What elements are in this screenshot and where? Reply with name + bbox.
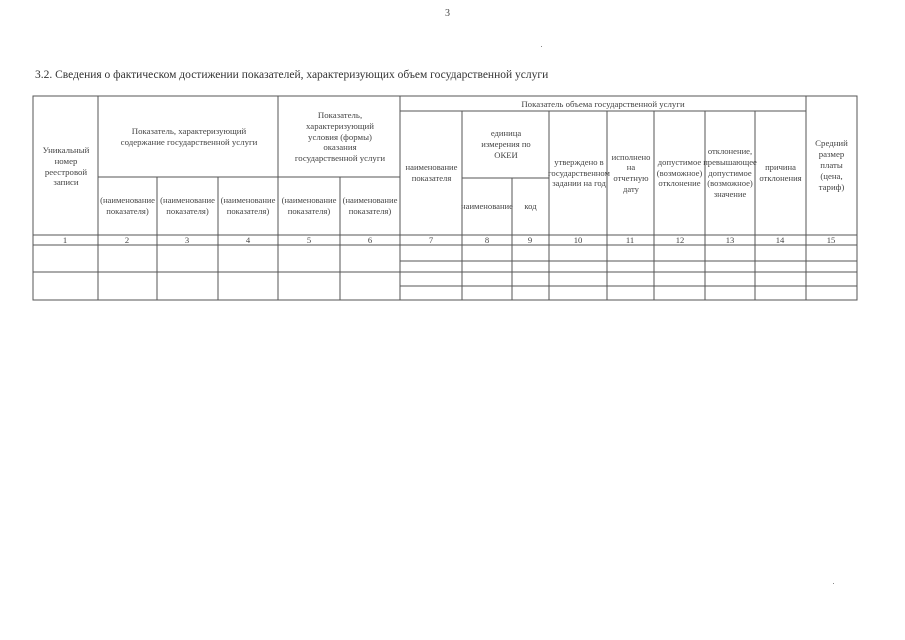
header-average-fee: Средний размер платы (цена, тариф) xyxy=(815,138,848,192)
header-conditions-group: Показатель, характеризующий условия (формы) оказания государственной услуги xyxy=(294,109,386,164)
header-executed: исполнено на отчетную дату xyxy=(611,151,651,194)
column-number-3: 3 xyxy=(184,235,190,245)
column-number-5: 5 xyxy=(306,235,312,245)
column-number-7: 7 xyxy=(428,235,434,245)
header-allowed-deviation: допустимое (возможное) отклонение xyxy=(656,156,703,189)
header-indicator-name-4: (наименование показателя) xyxy=(220,195,276,216)
column-number-10: 10 xyxy=(573,235,583,245)
column-number-6: 6 xyxy=(367,235,373,245)
header-approved: утверждено в государственном задании на год xyxy=(548,156,610,189)
header-content-group: Показатель, характеризующий содержание государственной услуги xyxy=(120,126,258,147)
column-number-15: 15 xyxy=(826,235,836,245)
header-indicator-name-3: (наименование показателя) xyxy=(160,195,215,216)
column-number-4: 4 xyxy=(245,235,251,245)
section-title: 3.2. Сведения о фактическом достижении показателей, характеризующих объем государственной услуги xyxy=(35,69,549,81)
column-number-9: 9 xyxy=(527,235,533,245)
column-number-11: 11 xyxy=(625,235,635,245)
column-number-14: 14 xyxy=(775,235,785,245)
header-unit-group: единица измерения по ОКЕИ xyxy=(481,128,531,160)
header-indicator-name-2: (наименование показателя) xyxy=(100,195,155,216)
header-indicator-name-6: (наименование показателя) xyxy=(342,195,398,216)
header-exceeding-deviation: отклонение, превышающее допустимое (возможное) значение xyxy=(703,146,757,200)
header-unit-code: код xyxy=(524,201,537,212)
column-number-1: 1 xyxy=(62,235,68,245)
column-number-8: 8 xyxy=(484,235,490,245)
column-number-13: 13 xyxy=(725,235,735,245)
header-deviation-reason: причина отклонения xyxy=(759,162,802,183)
column-number-12: 12 xyxy=(675,235,685,245)
header-volume-indicator-name: наименование показателя xyxy=(405,162,458,183)
header-unit-name: наименование xyxy=(461,201,513,212)
header-indicator-name-5: (наименование показателя) xyxy=(281,195,337,216)
page-number: 3 xyxy=(445,8,450,19)
header-volume-group: Показатель объема государственной услуги xyxy=(521,98,685,109)
column-number-2: 2 xyxy=(124,235,130,245)
header-unique-number: Уникальный номер реестровой записи xyxy=(42,144,90,188)
